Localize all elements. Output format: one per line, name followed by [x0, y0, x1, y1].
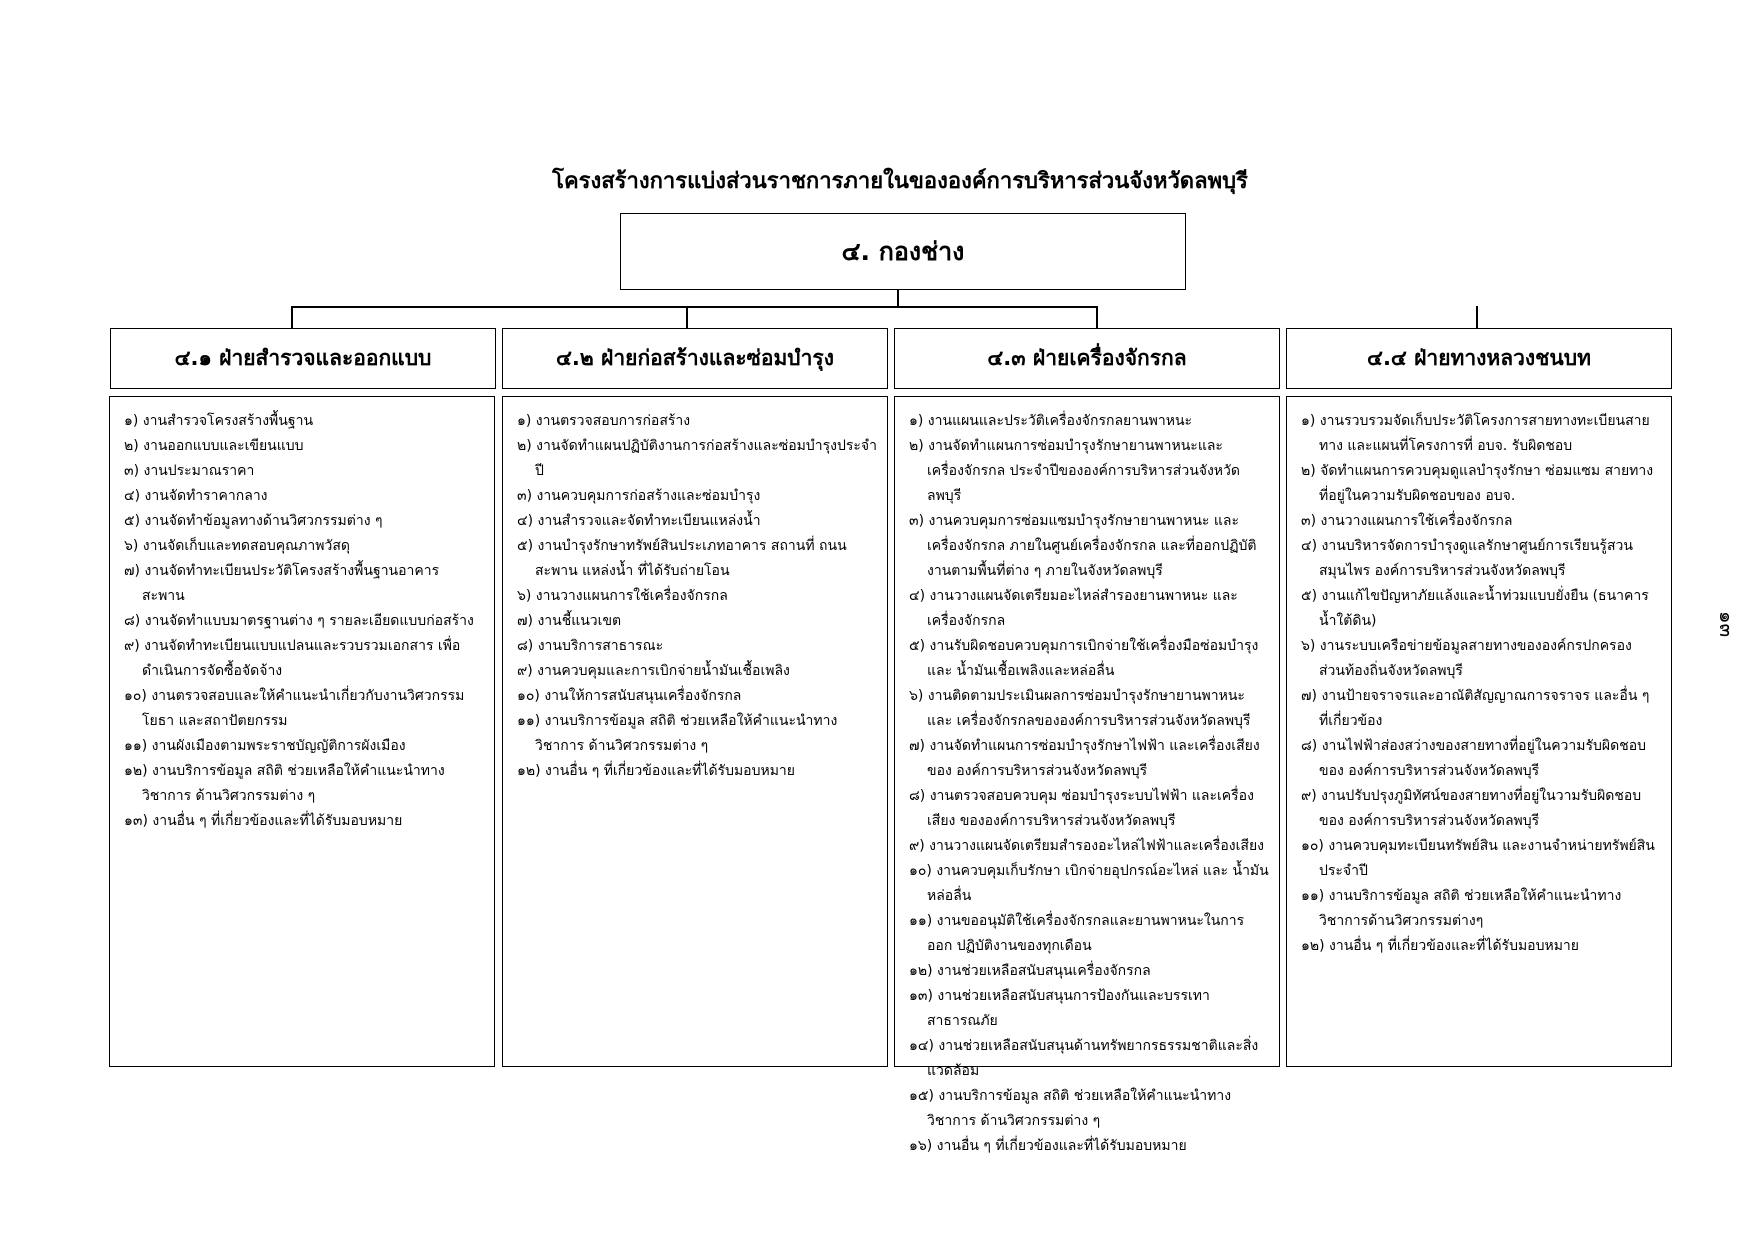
- list-item: ๗) งานชี้แนวเขต: [517, 613, 622, 629]
- list-item: ๓) งานวางแผนการใช้เครื่องจักรกล: [1301, 513, 1513, 529]
- list-item: ๑๐) งานให้การสนับสนุนเครื่องจักรกล: [517, 688, 742, 704]
- list-item: ๕) งานบำรุงรักษาทรัพย์สินประเภทอาคาร สถานที่ ถนน สะพาน แหล่งน้ำ ที่ได้รับถ่ายโอน: [517, 538, 847, 579]
- list-item: ๑๓) งานช่วยเหลือสนับสนุนการป้องกันและบรรเทาสาธารณภัย: [909, 988, 1210, 1029]
- list-item: ๑๑) งานขออนุมัติใช้เครื่องจักรกลและยานพาหนะในการออก ปฏิบัติงานของทุกเดือน: [909, 913, 1245, 954]
- connector-4-4: [1476, 306, 1478, 328]
- list-item: ๑) งานตรวจสอบการก่อสร้าง: [517, 413, 691, 429]
- list-item: ๕) งานแก้ไขปัญหาภัยแล้งและน้ำท่วมแบบยั่งยืน (ธนาคารน้ำใต้ดิน): [1301, 588, 1649, 629]
- division-list-4-4: [1286, 396, 1672, 1067]
- division-list-4-3: [894, 396, 1280, 1154]
- division-heading-4-1: ๔.๑ ฝ่ายสำรวจและออกแบบ: [110, 328, 496, 389]
- connector-4-3: [1096, 306, 1098, 328]
- list-item: ๑๒) งานอื่น ๆ ที่เกี่ยวข้องและที่ได้รับมอบหมาย: [1301, 938, 1579, 954]
- list-item: ๗) งานป้ายจราจรและอาณัติสัญญาณการจราจร และอื่น ๆ ที่เกี่ยวข้อง: [1301, 688, 1650, 729]
- list-item: ๒) งานออกแบบและเขียนแบบ: [124, 438, 304, 454]
- list-item: ๓) งานประมาณราคา: [124, 463, 255, 479]
- list-item: ๘) งานตรวจสอบควบคุม ซ่อมบำรุงระบบไฟฟ้า และเครื่องเสียง ขององค์การบริหารส่วนจังหวัดลพบุรี: [909, 788, 1254, 829]
- list-item: ๑๔) งานช่วยเหลือสนับสนุนด้านทรัพยากรธรรมชาติและสิ่งแวดล้อม: [909, 1038, 1259, 1079]
- list-item: ๑) งานสำรวจโครงสร้างพื้นฐาน: [124, 413, 314, 429]
- list-item: ๑๐) งานตรวจสอบและให้คำแนะนำเกี่ยวกับงานวิศวกรรมโยธา และสถาปัตยกรรม: [124, 688, 465, 729]
- list-item: ๙) งานควบคุมและการเบิกจ่ายน้ำมันเชื้อเพลิง: [517, 663, 790, 679]
- list-item: ๙) งานจัดทำทะเบียนแบบแปลนและรวบรวมเอกสาร เพื่อดำเนินการจัดซื้อจัดจ้าง: [124, 638, 461, 679]
- connector-4-1: [291, 306, 293, 328]
- connector-4-2: [686, 306, 688, 328]
- list-item: ๒) งานจัดทำแผนการซ่อมบำรุงรักษายานพาหนะและเครื่องจักรกล ประจำปีขององค์การบริหารส่วนจังหวัดลพบุรี: [909, 438, 1240, 504]
- list-item: ๘) งานจัดทำแบบมาตรฐานต่าง ๆ รายละเอียดแบบก่อสร้าง: [124, 613, 474, 629]
- list-item: ๑๒) งานช่วยเหลือสนับสนุนเครื่องจักรกล: [909, 963, 1151, 979]
- division-heading-4-4: ๔.๔ ฝ่ายทางหลวงชนบท: [1286, 328, 1672, 389]
- list-item: ๑๐) งานควบคุมเก็บรักษา เบิกจ่ายอุปกรณ์อะไหล่ และ น้ำมันหล่อลื่น: [909, 863, 1269, 904]
- list-item: ๘) งานไฟฟ้าส่องสว่างของสายทางที่อยู่ในความรับผิดชอบของ องค์การบริหารส่วนจังหวัดลพบุรี: [1301, 738, 1647, 779]
- horizontal-connector: [291, 306, 1098, 308]
- list-item: ๗) งานจัดทำแผนการซ่อมบำรุงรักษาไฟฟ้า และเครื่องเสียงของ องค์การบริหารส่วนจังหวัดลพบุรี: [909, 738, 1260, 779]
- list-item: ๑) งานรวบรวมจัดเก็บประวัติโครงการสายทางทะเบียนสายทาง และแผนที่โครงการที่ อบจ. รับผิดชอบ: [1301, 413, 1650, 454]
- list-item: ๔) งานบริหารจัดการบำรุงดูแลรักษาศูนย์การเรียนรู้สวนสมุนไพร องค์การบริหารส่วนจังหวัดลพบุรี: [1301, 538, 1633, 579]
- list-item: ๓) งานควบคุมการก่อสร้างและซ่อมบำรุง: [517, 488, 761, 504]
- division-list-4-2: [502, 396, 888, 1067]
- list-item: ๖) งานติดตามประเมินผลการซ่อมบำรุงรักษายานพาหนะและ เครื่องจักรกลขององค์การบริหารส่วนจังหวัดลพบุรี: [909, 688, 1251, 729]
- division-list-4-1: [109, 396, 495, 1067]
- list-item: ๑) งานแผนและประวัติเครื่องจักรกลยานพาหนะ: [909, 413, 1193, 429]
- list-item: ๙) งานวางแผนจัดเตรียมสำรองอะไหล่ไฟฟ้าและเครื่องเสียง: [909, 838, 1264, 854]
- list-item: ๒) งานจัดทำแผนปฏิบัติงานการก่อสร้างและซ่อมบำรุงประจำปี: [517, 438, 877, 479]
- page-number: ๑๓: [1715, 610, 1740, 638]
- list-item: ๖) งานระบบเครือข่ายข้อมูลสายทางขององค์กรปกครอง ส่วนท้องถิ่นจังหวัดลพบุรี: [1301, 638, 1632, 679]
- division-heading-4-2: ๔.๒ ฝ่ายก่อสร้างและซ่อมบำรุง: [502, 328, 888, 389]
- list-item: ๖) งานวางแผนการใช้เครื่องจักรกล: [517, 588, 728, 604]
- list-item: ๑๑) งานผังเมืองตามพระราชบัญญัติการผังเมือง: [124, 738, 406, 754]
- list-item: ๔) งานสำรวจและจัดทำทะเบียนแหล่งน้ำ: [517, 513, 761, 529]
- root-connector: [897, 290, 899, 307]
- list-item: ๕) งานจัดทำข้อมูลทางด้านวิศวกรรมต่าง ๆ: [124, 513, 383, 529]
- list-item: ๔) งานจัดทำราคากลาง: [124, 488, 268, 504]
- list-item: ๒) จัดทำแผนการควบคุมดูแลบำรุงรักษา ซ่อมแซม สายทาง ที่อยู่ในความรับผิดชอบของ อบจ.: [1301, 463, 1654, 504]
- page-title: โครงสร้างการแบ่งส่วนราชการภายในขององค์การบริหารส่วนจังหวัดลพบุรี: [552, 169, 1248, 194]
- list-item: ๑๒) งานบริการข้อมูล สถิติ ช่วยเหลือให้คำแนะนำทางวิชาการ ด้านวิศวกรรมต่าง ๆ: [124, 763, 445, 804]
- list-item: ๕) งานรับผิดชอบควบคุมการเบิกจ่ายใช้เครื่องมือซ่อมบำรุง และ น้ำมันเชื้อเพลิงและหล่อลื่น: [909, 638, 1259, 679]
- list-item: ๖) งานจัดเก็บและทดสอบคุณภาพวัสดุ: [124, 538, 350, 554]
- list-item: ๙) งานปรับปรุงภูมิทัศน์ของสายทางที่อยู่ในวามรับผิดชอบของ องค์การบริหารส่วนจังหวัดลพบุรี: [1301, 788, 1642, 829]
- list-item: ๑๕) งานบริการข้อมูล สถิติ ช่วยเหลือให้คำแนะนำทางวิชาการ ด้านวิศวกรรมต่าง ๆ: [909, 1088, 1232, 1129]
- list-item: ๓) งานควบคุมการซ่อมแซมบำรุงรักษายานพาหนะ และเครื่องจักรกล ภายในศูนย์เครื่องจักรกล และที่ออกปฏิบัติงานตามพื้นที่ต่าง ๆ ภายในจังหวัดลพบุรี: [909, 513, 1257, 579]
- list-item: ๑๓) งานอื่น ๆ ที่เกี่ยวข้องและที่ได้รับมอบหมาย: [124, 813, 403, 829]
- list-item: ๑๑) งานบริการข้อมูล สถิติ ช่วยเหลือให้คำแนะนำทางวิชาการ ด้านวิศวกรรมต่าง ๆ: [517, 713, 838, 754]
- list-item: ๑๒) งานอื่น ๆ ที่เกี่ยวข้องและที่ได้รับมอบหมาย: [517, 763, 795, 779]
- list-item: ๔) งานวางแผนจัดเตรียมอะไหล่สำรองยานพาหนะ และเครื่องจักรกล: [909, 588, 1238, 629]
- division-heading-4-3: ๔.๓ ฝ่ายเครื่องจักรกล: [894, 328, 1280, 389]
- list-item: ๑๖) งานอื่น ๆ ที่เกี่ยวข้องและที่ได้รับมอบหมาย: [909, 1138, 1187, 1154]
- list-item: ๑๑) งานบริการข้อมูล สถิติ ช่วยเหลือให้คำแนะนำทาง วิชาการด้านวิศวกรรมต่างๆ: [1301, 888, 1622, 929]
- list-item: ๘) งานบริการสาธารณะ: [517, 638, 664, 654]
- list-item: ๑๐) งานควบคุมทะเบียนทรัพย์สิน และงานจำหน่ายทรัพย์สิน ประจำปี: [1301, 838, 1655, 879]
- list-item: ๗) งานจัดทำทะเบียนประวัติโครงสร้างพื้นฐานอาคาร สะพาน: [124, 563, 440, 604]
- root-node: ๔. กองช่าง: [620, 213, 1186, 290]
